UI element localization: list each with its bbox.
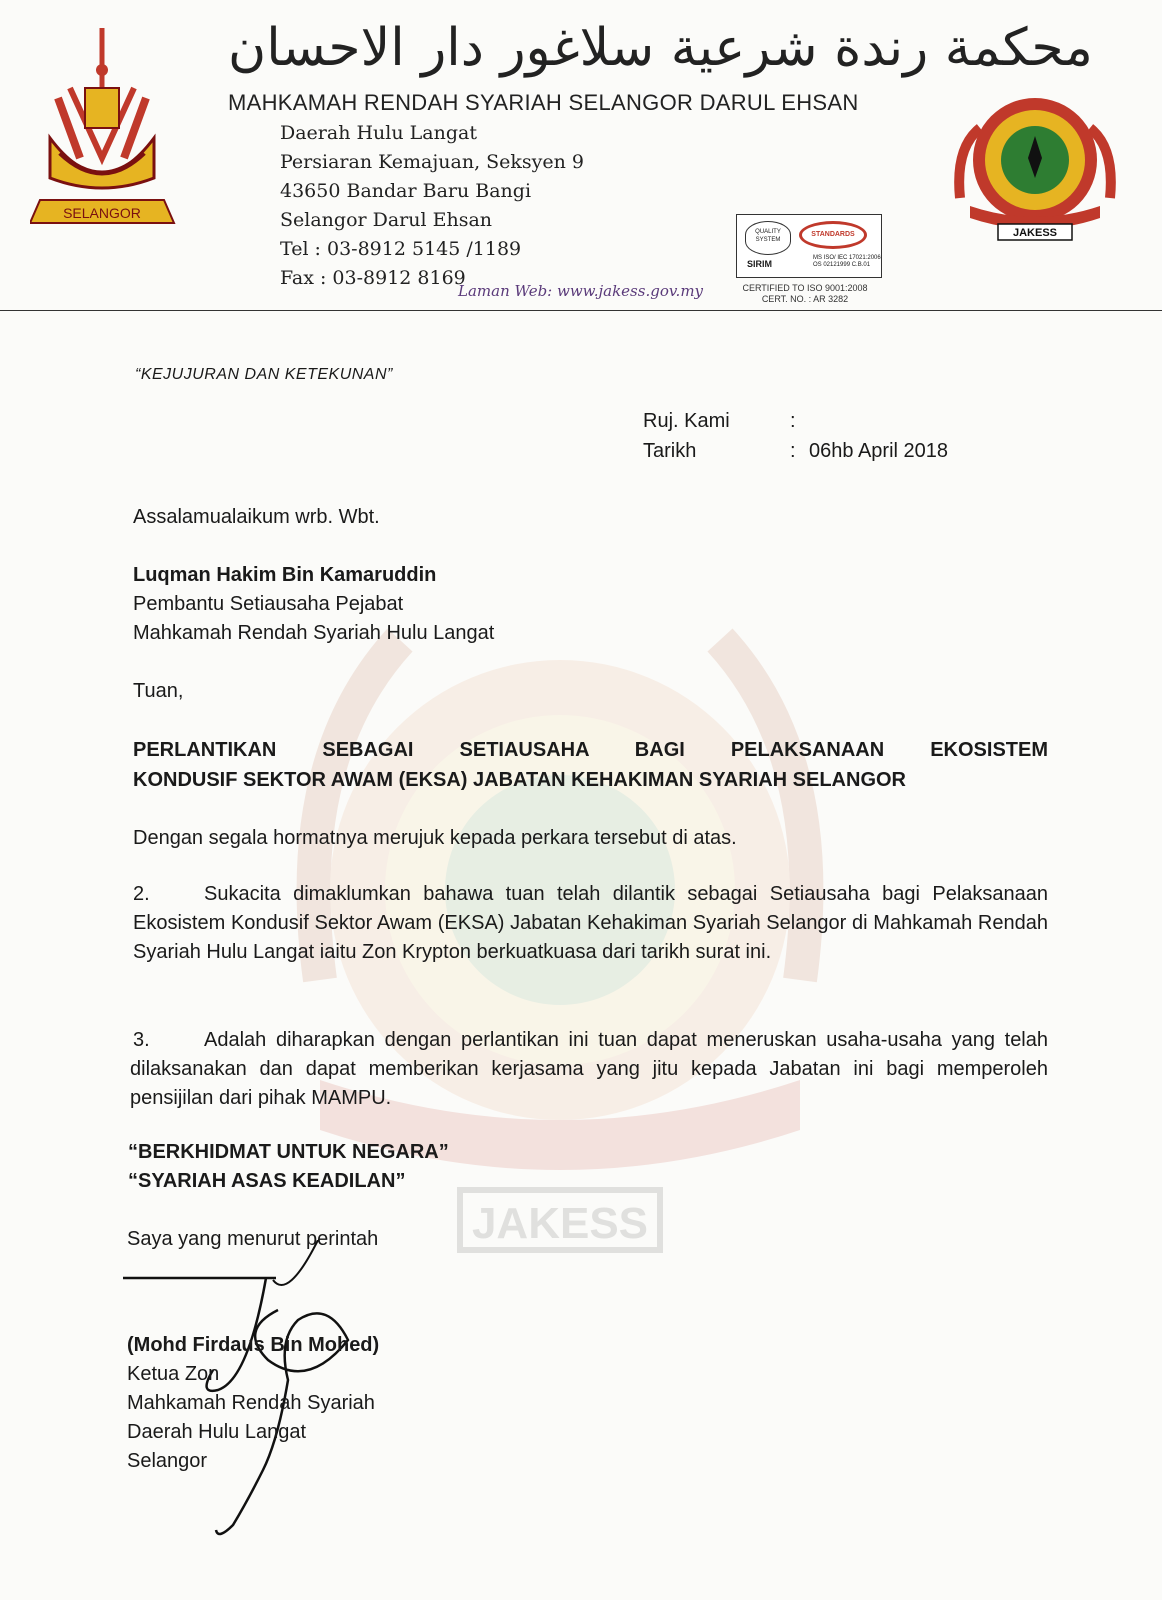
paragraph-1: Dengan segala hormatnya merujuk kepada perkara tersebut di atas. (133, 827, 737, 849)
closing-motto-1: “BERKHIDMAT UNTUK NEGARA” (128, 1141, 449, 1163)
address-line: Selangor Darul Ehsan (280, 209, 493, 231)
greeting: Assalamualaikum wrb. Wbt. (133, 506, 380, 528)
ms-standards: MS ISO/ IEC 17021:2006 OS 02121999 C.B.01 (813, 255, 881, 268)
jakess-emblem-logo (950, 88, 1120, 248)
tarikh-colon: : (790, 440, 796, 462)
crest-label: SELANGOR (63, 205, 141, 221)
address-line: Daerah Hulu Langat (280, 122, 477, 144)
header-divider (0, 310, 1162, 311)
recipient-position: Pembantu Setiausaha Pejabat (133, 593, 404, 615)
salutation: Tuan, (133, 680, 184, 702)
paragraph-3: Adalah diharapkan dengan perlantikan ini tuan dapat meneruskan usaha-usaha yang telah dilaksanakan dan dapat memberikan kerjasama yang jitu kepada Jabatan ini bagi memperoleh pensijilan dari pihak MAMPU. (130, 1029, 1048, 1109)
subject-line-1: PERLANTIKAN SEBAGAI SETIAUSAHA BAGI PELAKSANAAN EKOSISTEM (133, 739, 1048, 761)
ruj-label: Ruj. Kami (643, 410, 730, 432)
tarikh-value: 06hb April 2018 (809, 440, 949, 462)
address-line: Persiaran Kemajuan, Seksyen 9 (280, 151, 585, 173)
subject-line-2: KONDUSIF SEKTOR AWAM (EKSA) JABATAN KEHAKIMAN SYARIAH SELANGOR (133, 769, 906, 791)
court-name: MAHKAMAH RENDAH SYARIAH SELANGOR DARUL EHSAN (228, 90, 859, 115)
closing-phrase: Saya yang menurut perintah (127, 1228, 379, 1250)
recipient-name: Luqman Hakim Bin Kamaruddin (133, 564, 437, 586)
iso-certificate-text: CERTIFIED TO ISO 9001:2008 CERT. NO. : AR 3282 (742, 283, 868, 304)
jakess-label: JAKESS (1012, 227, 1058, 239)
iso-certification-box (736, 214, 882, 278)
paragraph-3-number: 3. (133, 1029, 150, 1051)
signatory-name: (Mohd Firdaus Bin Mohed) (127, 1334, 380, 1356)
telephone: Tel : 03-8912 5145 /1189 (280, 238, 522, 260)
signatory-office-1: Mahkamah Rendah Syariah (127, 1392, 375, 1414)
signatory-office-2: Daerah Hulu Langat (127, 1421, 307, 1443)
paragraph-2: Sukacita dimaklumkan bahawa tuan telah dilantik sebagai Setiausaha bagi Pelaksanaan Ekosistem Kondusif Sektor Awam (EKSA) Jabatan Kehakiman Syariah Selangor di Mahkamah Rendah Syariah Hulu Langat iaitu Zon Krypton berkuatkuasa dari tarikh surat ini. (133, 883, 1048, 963)
signatory-state: Selangor (127, 1450, 208, 1472)
quality-system-mark: QUALITY SYSTEM (745, 221, 791, 255)
motto-top: “KEJUJURAN DAN KETEKUNAN” (135, 366, 393, 383)
recipient-office: Mahkamah Rendah Syariah Hulu Langat (133, 622, 495, 644)
closing-motto-2: “SYARIAH ASAS KEADILAN” (128, 1170, 406, 1192)
tarikh-label: Tarikh (643, 440, 697, 462)
arabic-court-title: محكمة رندة شرعية سلاغور دار الاحسان (228, 18, 1093, 78)
paragraph-2-number: 2. (133, 883, 150, 905)
address-line: 43650 Bandar Baru Bangi (280, 180, 532, 202)
fax: Fax : 03-8912 8169 (280, 267, 466, 289)
ruj-colon: : (790, 410, 796, 432)
standards-malaysia-mark: STANDARDS (799, 221, 867, 249)
watermark-label: JAKESS (471, 1199, 649, 1248)
sirim-label: SIRIM (747, 259, 773, 269)
website: Laman Web: www.jakess.gov.my (458, 282, 704, 300)
selangor-crest-logo (30, 28, 180, 238)
signatory-title: Ketua Zon (127, 1363, 220, 1385)
